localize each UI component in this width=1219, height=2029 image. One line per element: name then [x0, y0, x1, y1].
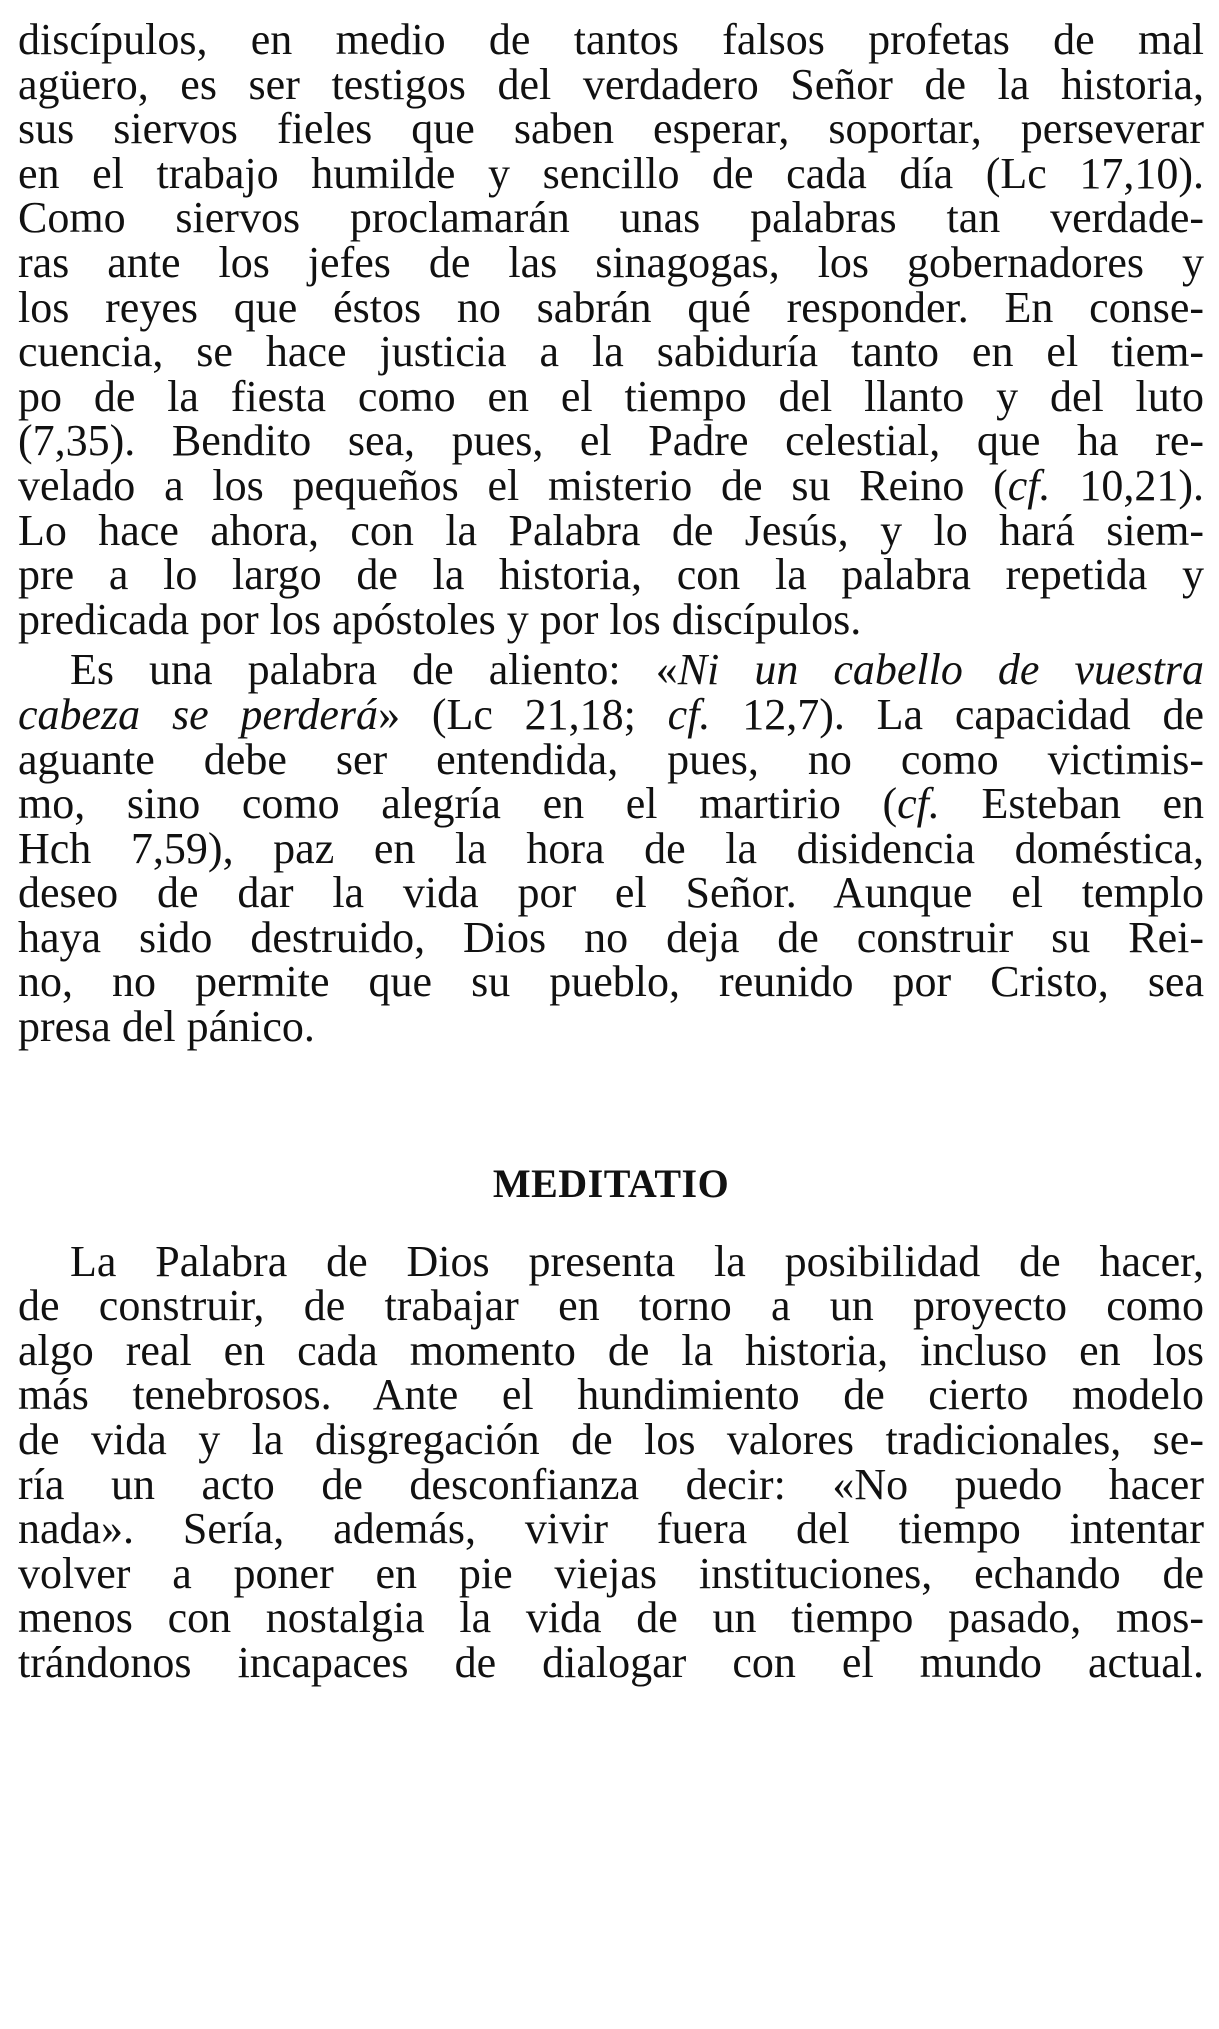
text-line [18, 779, 1205, 829]
text-run: Es una palabra de aliento: « [70, 645, 678, 695]
text-line: algo real en cada momento de la historia, incluso en los [18, 1325, 1204, 1375]
text-run: 10,21). [1050, 460, 1204, 510]
italic-run: cf. [897, 779, 940, 829]
paragraph-1 [18, 15, 1204, 644]
text-line [18, 460, 1204, 510]
text-line [18, 645, 1205, 695]
text-line: ría un acto de desconfianza decir: «No puedo hacer [18, 1459, 1204, 1509]
text-line: más tenebrosos. Ante el hundimiento de cierto modelo [18, 1370, 1204, 1420]
text-run: Esteban en [939, 779, 1205, 829]
paragraph-3 [18, 1236, 1204, 1687]
text-line: los reyes que éstos no sabrán qué responder. En conse- [18, 282, 1204, 332]
text-line: Hch 7,59), paz en la hora de la disidencia doméstica, [18, 823, 1204, 873]
text-line: Como siervos proclamarán unas palabras tan verdade- [18, 193, 1204, 243]
text-line: deseo de dar la vida por el Señor. Aunque el templo [18, 868, 1204, 918]
text-line: en el trabajo humilde y sencillo de cada día (Lc 17,10). [18, 148, 1204, 198]
text-run: velado a los pequeños el misterio de su Reino ( [18, 460, 1008, 510]
text-line: de vida y la disgregación de los valores tradicionales, se- [18, 1415, 1204, 1465]
text-line: po de la fiesta como en el tiempo del llanto y del luto [18, 371, 1204, 421]
text-line: volver a poner en pie viejas instituciones, echando de [18, 1548, 1204, 1598]
italic-run: cf. [1007, 460, 1051, 510]
text-line: trándonos incapaces de dialogar con el mundo actual. [18, 1638, 1204, 1687]
text-line: de construir, de trabajar en torno a un proyecto como [18, 1281, 1204, 1331]
text-line: aguante debe ser entendida, pues, no como victimis- [18, 734, 1204, 784]
text-line: (7,35). Bendito sea, pues, el Padre celestial, que ha re- [18, 416, 1204, 466]
text-line: La Palabra de Dios presenta la posibilidad de hacer, [70, 1236, 1204, 1286]
text-line [18, 689, 1204, 739]
text-line: cuencia, se hace justicia a la sabiduría tanto en el tiem- [18, 327, 1204, 377]
text-line: nada». Sería, además, vivir fuera del tiempo intentar [18, 1504, 1204, 1554]
text-line: Lo hace ahora, con la Palabra de Jesús, y lo hará siem- [18, 505, 1204, 555]
text-run: mo, sino como alegría en el martirio ( [18, 779, 898, 829]
italic-run: cabeza se perderá [18, 689, 379, 739]
text-line: presa del pánico. [18, 1002, 315, 1052]
text-line: menos con nostalgia la vida de un tiempo pasado, mos- [18, 1593, 1204, 1643]
italic-run: Ni un cabello de vuestra [677, 645, 1205, 695]
text-line: agüero, es ser testigos del verdadero Señor de la historia, [18, 59, 1204, 109]
text-run: » (Lc 21,18; [378, 689, 668, 739]
text-line: haya sido destruido, Dios no deja de construir su Rei- [18, 912, 1204, 962]
section-heading: MEDITATIO [492, 1160, 730, 1206]
text-line: pre a lo largo de la historia, con la palabra repetida y [18, 550, 1204, 600]
text-line: no, no permite que su pueblo, reunido por Cristo, sea [18, 957, 1204, 1007]
text-line: discípulos, en medio de tantos falsos profetas de mal [18, 15, 1204, 64]
page-body [18, 15, 1205, 1687]
text-line: sus siervos fieles que saben esperar, soportar, perseverar [18, 104, 1204, 154]
italic-run: cf. [667, 689, 711, 739]
text-run: 12,7). La capacidad de [710, 689, 1204, 739]
paragraph-2 [18, 645, 1205, 1052]
text-line: predicada por los apóstoles y por los discípulos. [18, 594, 862, 644]
text-line: ras ante los jefes de las sinagogas, los gobernadores y [18, 237, 1204, 287]
